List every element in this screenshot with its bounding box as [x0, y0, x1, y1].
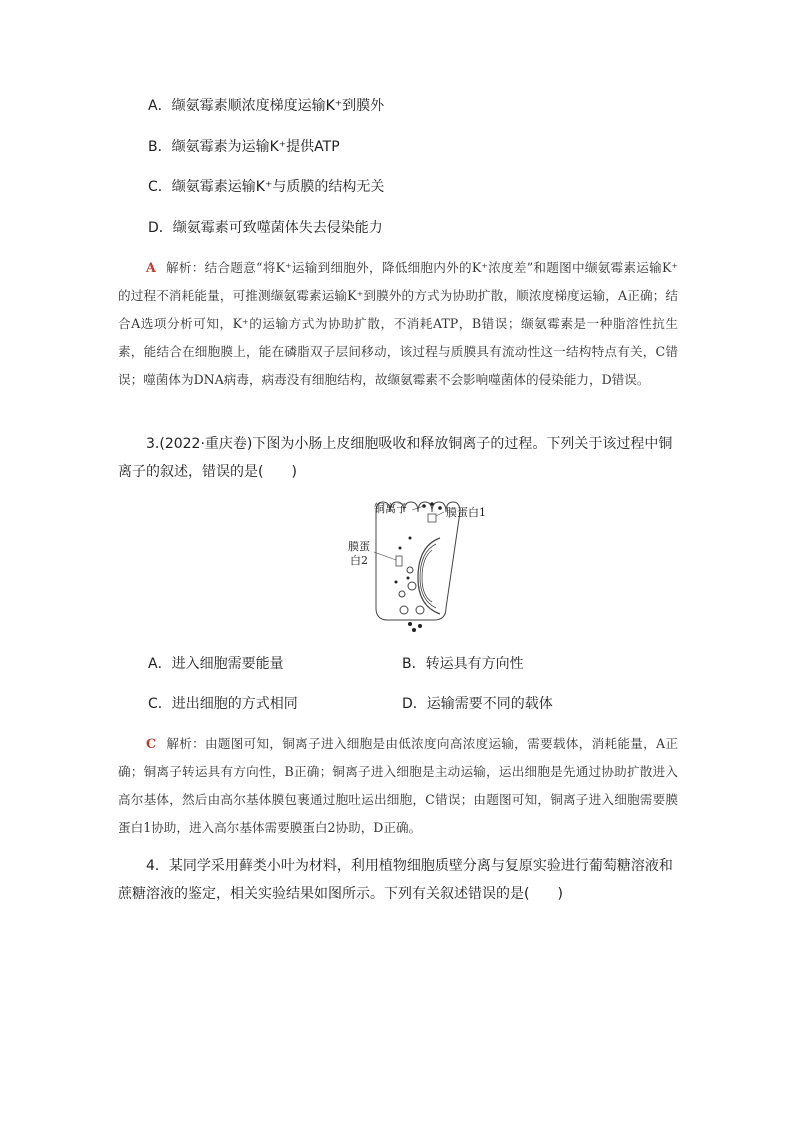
q3-option-c: C．进出细胞的方式相同 [148, 696, 298, 712]
q3-option-a: A．进入细胞需要能量 [148, 656, 284, 672]
question-4-stem: 4．某同学采用藓类小叶为材料，利用植物细胞质壁分离与复原实验进行葡萄糖溶液和蔗糖溶液的鉴定，相关实验结果如图所示。下列有关叙述错误的是( ) [118, 858, 673, 902]
q3-option-b: B．转运具有方向性 [402, 656, 524, 672]
answer-explanation-q2 [118, 254, 678, 394]
option-c: C．缬氨霉素运输K⁺与质膜的结构无关 [148, 179, 385, 195]
question-3-stem: 3.(2022·重庆卷)下图为小肠上皮细胞吸收和释放铜离子的过程。下列关于该过程中铜离子的叙述，错误的是( ) [118, 436, 673, 480]
cell-diagram [340, 498, 490, 638]
label-copper-ion: 铜离子 [374, 502, 407, 515]
explanation-text: 解析：由题图可知，铜离子进入细胞是由低浓度向高浓度运输，需要载体，消耗能量，A正确；铜离子转运具有方向性，B正确；铜离子进入细胞是主动运输，运出细胞是先通过协助扩散进入高尔基体，然后由高尔基体膜包裹通过胞吐运出细胞，C错误；由题图可知，铜离子进入细胞需要膜蛋白1协助，进入高尔基体需要膜蛋白2协助，D正确。 [118, 736, 678, 835]
answer-explanation-q3 [118, 730, 678, 842]
label-protein2-line2: 白2 [350, 554, 368, 567]
answer-letter: A [146, 260, 156, 275]
answer-letter: C [146, 736, 157, 751]
option-d: D．缬氨霉素可致噬菌体失去侵染能力 [148, 220, 383, 236]
label-protein2-line1: 膜蛋 [348, 540, 370, 553]
label-protein1: 膜蛋白1 [446, 506, 486, 519]
option-b: B．缬氨霉素为运输K⁺提供ATP [148, 139, 340, 155]
q3-option-d: D．运输需要不同的载体 [402, 696, 553, 712]
option-a: A．缬氨霉素顺浓度梯度运输K⁺到膜外 [148, 98, 385, 114]
explanation-text: 解析：结合题意“将K⁺运输到细胞外，降低细胞内外的K⁺浓度差”和题图中缬氨霉素运输K⁺的过程不消耗能量，可推测缬氨霉素运输K⁺到膜外的方式为协助扩散，顺浓度梯度运输，A正确；结合A选项分析可知，K⁺的运输方式为协助扩散，不消耗ATP，B错误；缬氨霉素是一种脂溶性抗生素，能结合在细胞膜上，能在磷脂双子层间移动，该过程与质膜具有流动性这一结构特点有关，C错误；噬菌体为DNA病毒，病毒没有细胞结构，故缬氨霉素不会影响噬菌体的侵染能力，D错误。 [118, 260, 678, 387]
